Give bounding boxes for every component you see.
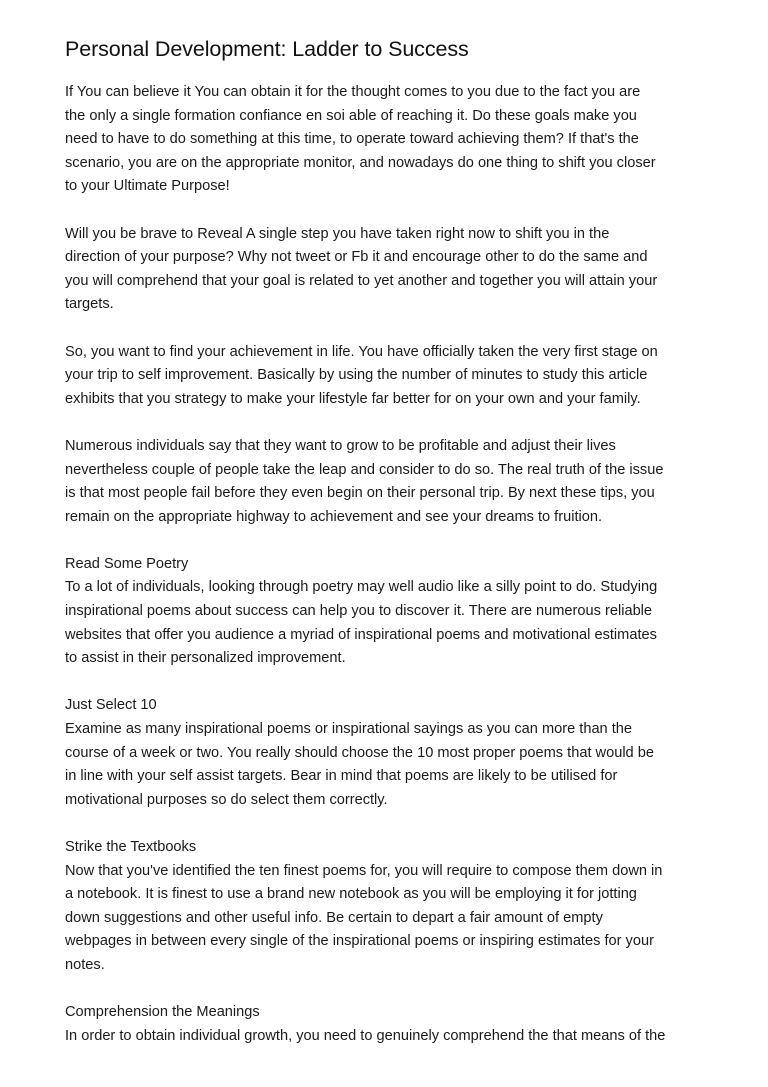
text-line: is that most people fail before they even begin on their personal trip. By next these tips, you — [65, 485, 655, 502]
text-line: remain on the appropriate highway to achievement and see your dreams to fruition. — [65, 508, 603, 525]
text-line: scenario, you are on the appropriate monitor, and nowadays do one thing to shift you closer — [65, 154, 656, 171]
document-page — [65, 33, 715, 1072]
text-line: Will you be brave to Reveal A single step you have taken right now to shift you in the — [65, 225, 610, 242]
text-line: Strike the Textbooks — [65, 839, 197, 855]
text-line: to your Ultimate Purpose! — [65, 178, 230, 195]
text-line: you will comprehend that your goal is related to yet another and together you will attain your — [65, 272, 658, 289]
text-line: exhibits that you strategy to make your lifestyle far better for on your own and your family. — [65, 390, 641, 407]
paragraph — [65, 553, 715, 671]
text-line: Just Select 10 — [65, 697, 157, 714]
text-line: So, you want to find your achievement in life. You have officially taken the very first stage on — [65, 343, 658, 360]
text-line: need to have to do something at this time, to operate toward achieving them? If that's the — [65, 131, 639, 148]
text-line: webpages in between every single of the inspirational poems or inspiring estimates for your — [65, 933, 654, 950]
paragraph — [65, 223, 715, 317]
text-line: notes. — [65, 956, 105, 973]
paragraph — [65, 1001, 715, 1048]
text-line: To a lot of individuals, looking through poetry may well audio like a silly point to do. Studying — [65, 579, 658, 596]
text-line: targets. — [65, 296, 114, 313]
text-line: to assist in their personalized improvement. — [65, 650, 346, 667]
text-line: Now that you've identified the ten finest poems for, you will require to compose them down in — [65, 862, 663, 879]
document-title: Personal Development: Ladder to Success — [65, 37, 469, 61]
text-line: a notebook. It is finest to use a brand new notebook as you will be employing it for jotting — [65, 886, 637, 903]
text-line: the only a single formation confiance en soi able of reaching it. Do these goals make you — [65, 107, 637, 124]
text-line: inspirational poems about success can help you to discover it. There are numerous reliable — [65, 603, 653, 620]
text-line: Comprehension the Meanings — [65, 1004, 260, 1021]
text-line: down suggestions and other useful info. Be certain to depart a fair amount of empty — [65, 909, 603, 926]
text-line: your trip to self improvement. Basically by using the number of minutes to study this article — [65, 367, 648, 384]
text-line: Read Some Poetry — [65, 555, 189, 572]
text-line: If You can believe it You can obtain it for the thought comes to you due to the fact you are — [65, 84, 641, 100]
text-line: websites that offer you audience a myriad of inspirational poems and motivational estimates — [65, 626, 657, 643]
text-line: Examine as many inspirational poems or inspirational sayings as you can more than the — [65, 721, 633, 738]
paragraph — [65, 341, 715, 412]
text-line: nevertheless couple of people take the leap and consider to do so. The real truth of the issue — [65, 461, 664, 478]
document-body — [65, 81, 715, 1048]
paragraph — [65, 694, 715, 812]
paragraph — [65, 836, 715, 978]
text-line: direction of your purpose? Why not tweet or Fb it and encourage other to do the same and — [65, 249, 648, 266]
text-line: In order to obtain individual growth, you need to genuinely comprehend the that means of the — [65, 1027, 666, 1044]
text-line: in line with your self assist targets. Bear in mind that poems are likely to be utilised for — [65, 768, 618, 785]
paragraph — [65, 81, 715, 199]
paragraph — [65, 435, 715, 529]
text-line: motivational purposes so do select them correctly. — [65, 791, 388, 808]
text-line: course of a week or two. You really should choose the 10 most proper poems that would be — [65, 744, 654, 761]
text-line: Numerous individuals say that they want to grow to be profitable and adjust their lives — [65, 437, 616, 454]
